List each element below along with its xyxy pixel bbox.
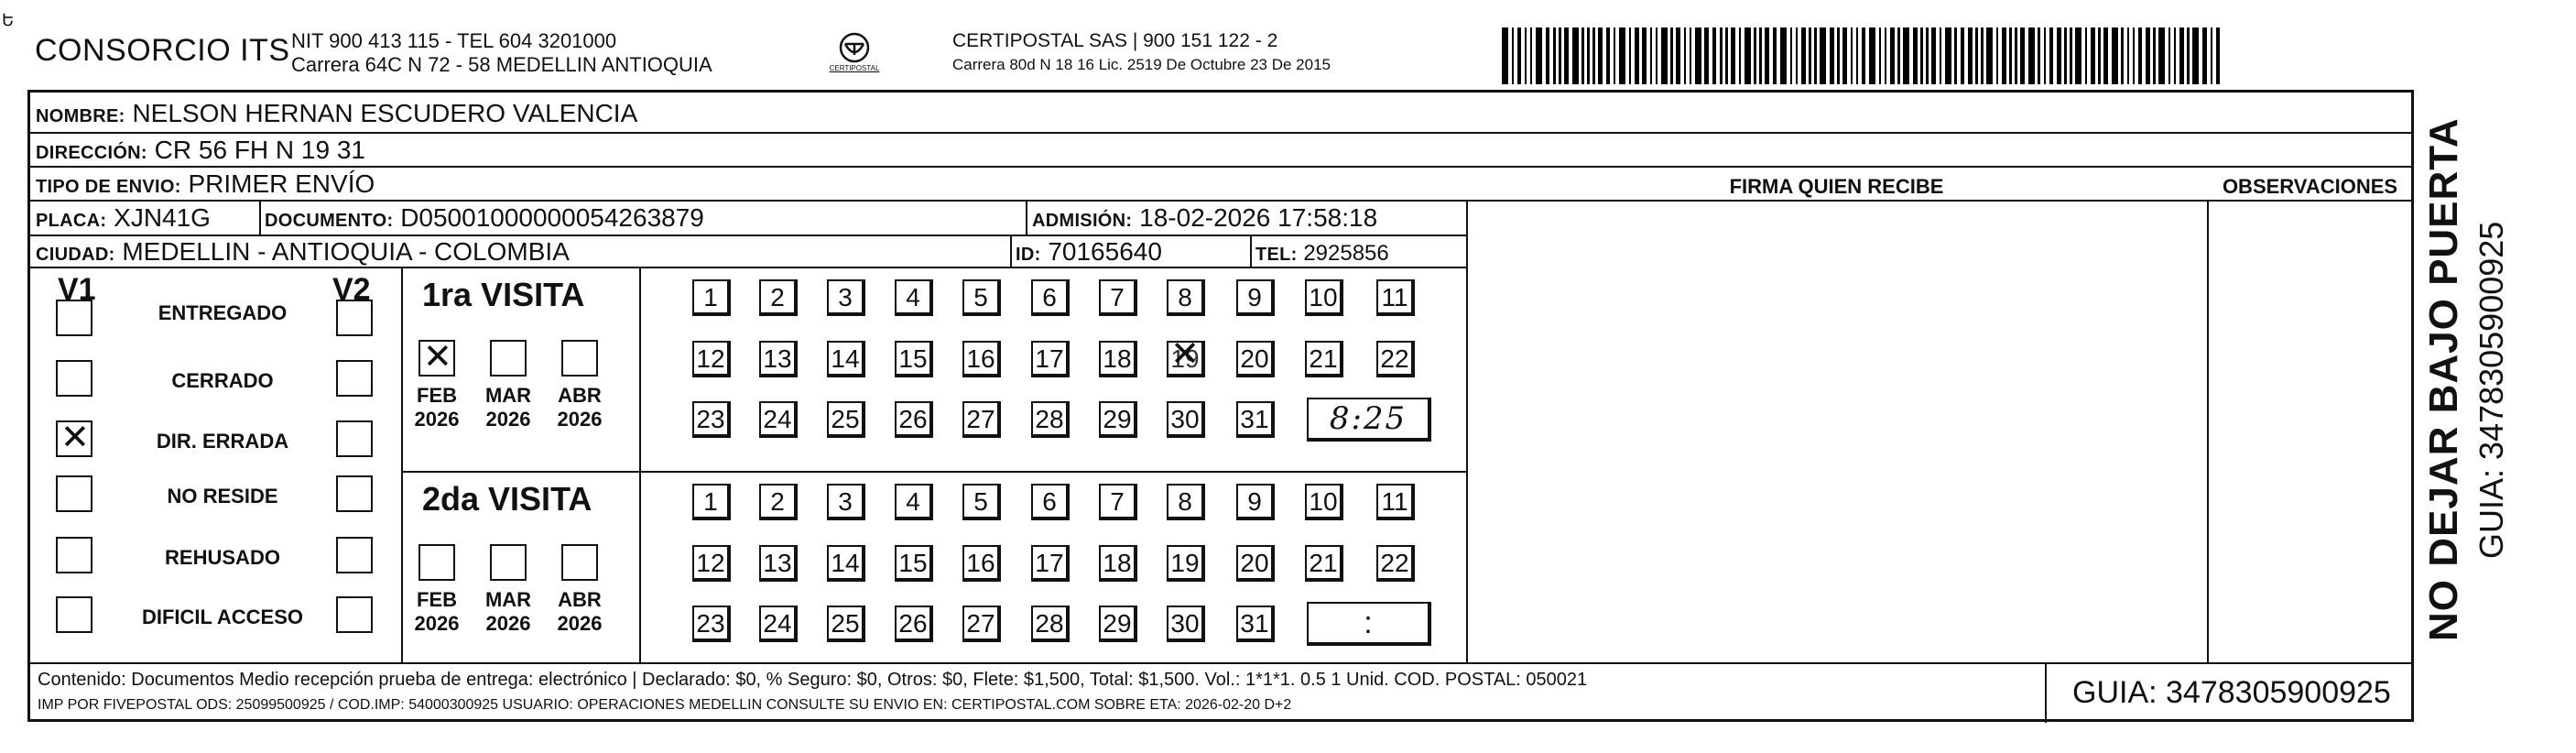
barcode-bar (2103, 27, 2108, 84)
tel-value: 2925856 (1303, 241, 1389, 266)
barcode-bar (2168, 27, 2170, 84)
barcode-bar (1765, 27, 1769, 84)
barcode-bar (2179, 27, 2184, 84)
day-box[interactable]: 15 (895, 341, 933, 377)
status-label: DIR. ERRADA (156, 430, 289, 453)
month-year: 2026 (414, 408, 460, 431)
barcode-bar (1809, 27, 1810, 84)
day-box[interactable]: 7 (1099, 279, 1137, 316)
ciudad-label: CIUDAD: (36, 245, 115, 265)
barcode-bar (2158, 27, 2165, 84)
barcode-bar (1592, 27, 1594, 84)
day-box[interactable]: 11 (1376, 484, 1415, 520)
barcode-bar (1635, 27, 1639, 84)
day-box[interactable]: 29 (1099, 606, 1137, 642)
day-box[interactable]: 13 (759, 341, 798, 377)
day-box[interactable]: 19 ✕ (1167, 341, 1205, 377)
v1-checkbox[interactable] (56, 537, 92, 573)
courier-line: CERTIPOSTAL SAS | 900 151 122 - 2 (952, 30, 1278, 51)
barcode-bar (1986, 27, 1993, 84)
barcode-bar (1695, 27, 1701, 84)
status-label: NO RESIDE (167, 485, 278, 507)
barcode-bar (1869, 27, 1875, 84)
day-box[interactable]: 3 (827, 279, 865, 316)
barcode-bar (1546, 27, 1550, 84)
barcode-bar (1606, 27, 1611, 84)
barcode-bar (1690, 27, 1691, 84)
month-year: 2026 (485, 408, 531, 431)
barcode-bar (1790, 27, 1792, 84)
barcode-bar (1862, 27, 1866, 84)
documento-value: D05001000000054263879 (400, 203, 704, 232)
tel-row (1255, 239, 1389, 269)
day-box[interactable]: 20 (1236, 545, 1275, 582)
month-year: 2026 (414, 612, 460, 635)
direccion-row (36, 136, 365, 168)
day-box[interactable]: 23 (692, 606, 731, 642)
barcode-bar (1530, 27, 1532, 84)
barcode-bar (1981, 27, 1983, 84)
v2-checkbox[interactable] (336, 537, 373, 573)
v1-checkbox[interactable] (56, 300, 92, 336)
barcode-bar (2121, 27, 2123, 84)
edge-mark: Ե (2, 11, 15, 29)
day-box[interactable]: 16 (962, 341, 1001, 377)
barcode-bar (2098, 27, 2100, 84)
admision-value: 18-02-2026 17:58:18 (1139, 203, 1378, 232)
day-box[interactable]: 18 (1099, 341, 1137, 377)
guia-number: GUIA: 3478305900925 (2072, 675, 2391, 710)
barcode-bar (1512, 27, 1514, 84)
barcode-bar (1754, 27, 1755, 84)
barcode-bar (2127, 27, 2129, 84)
barcode-bar (2192, 27, 2199, 84)
v2-header: V2 (332, 272, 371, 307)
day-box[interactable]: 12 (692, 341, 731, 377)
barcode-bar (2091, 27, 2095, 84)
visit-title: 1ra VISITA (422, 276, 585, 313)
day-box[interactable]: 31 (1236, 606, 1275, 642)
day-box[interactable]: 8 (1167, 279, 1205, 316)
barcode-bar (1670, 27, 1672, 84)
barcode-bar (2049, 27, 2054, 84)
barcode-bar (1712, 27, 1717, 84)
direccion-label: DIRECCIÓN: (36, 143, 147, 163)
barcode-bar (2020, 27, 2025, 84)
month-name: ABR (558, 384, 602, 407)
month-name: FEB (417, 384, 457, 407)
barcode-bar (2133, 27, 2135, 84)
day-box[interactable]: 26 (895, 606, 933, 642)
certipostal-logo (813, 31, 896, 82)
day-box[interactable]: 6 (1031, 484, 1070, 520)
barcode-bar (1739, 27, 1741, 84)
day-box[interactable]: 30 (1167, 401, 1205, 438)
day-box[interactable]: 22 (1376, 545, 1415, 582)
direccion-value: CR 56 FH N 19 31 (154, 136, 365, 164)
nombre-value: NELSON HERNAN ESCUDERO VALENCIA (132, 99, 638, 127)
barcode-bar (1842, 27, 1847, 84)
month-year: 2026 (557, 612, 603, 635)
barcode-bar (1945, 27, 1951, 84)
day-box[interactable]: 2 (759, 484, 798, 520)
day-box[interactable]: 4 (895, 279, 933, 316)
barcode-bar (1629, 27, 1631, 84)
month-checkbox[interactable] (418, 544, 455, 581)
barcode-bar (1961, 27, 1965, 84)
tipo-label: TIPO DE ENVIO: (36, 177, 181, 197)
month-label (409, 588, 464, 636)
company-name: CONSORCIO ITS (35, 33, 290, 68)
month-label (481, 384, 536, 431)
month-name: ABR (558, 588, 602, 611)
barcode-bar (1940, 27, 1941, 84)
day-box[interactable]: 3 (827, 484, 865, 520)
barcode-bar (1773, 27, 1777, 84)
barcode-bar (1572, 27, 1579, 84)
day-box[interactable]: 21 (1305, 341, 1343, 377)
day-box[interactable]: 28 (1031, 401, 1070, 438)
placa-value: XJN41G (114, 203, 211, 232)
barcode-bar (1614, 27, 1615, 84)
barcode-bar (1581, 27, 1583, 84)
barcode-bar (1920, 27, 1922, 84)
month-name: MAR (484, 588, 532, 611)
barcode-bar (1837, 27, 1839, 84)
month-checkbox[interactable] (561, 340, 598, 376)
id-label: ID: (1016, 245, 1041, 265)
month-checkbox[interactable] (561, 544, 598, 581)
day-box[interactable]: 9 (1236, 484, 1275, 520)
day-box[interactable]: 21 (1305, 545, 1343, 582)
day-box[interactable]: 28 (1031, 606, 1070, 642)
barcode-bar (2015, 27, 2016, 84)
barcode-bar (2002, 27, 2006, 84)
day-box[interactable]: 6 (1031, 279, 1070, 316)
admision-row (1032, 203, 1377, 235)
time-box[interactable]: 8:25 (1307, 398, 1431, 442)
barcode-bar (2187, 27, 2189, 84)
barcode-bar (1830, 27, 1834, 84)
day-box[interactable]: 1 (692, 279, 731, 316)
tipo-row (36, 169, 375, 202)
day-box[interactable]: 14 (827, 341, 865, 377)
visit-title: 2da VISITA (422, 480, 592, 518)
barcode-bar (1731, 27, 1735, 84)
barcode-bar (1517, 27, 1522, 84)
barcode-bar (1704, 27, 1709, 84)
v2-checkbox[interactable] (336, 360, 373, 397)
id-row (1016, 237, 1162, 269)
courier-address: Carrera 80d N 18 16 Lic. 2519 De Octubre 23 De 2015 (952, 56, 1331, 73)
month-checkbox[interactable] (490, 340, 527, 376)
time-box[interactable]: : (1307, 602, 1431, 646)
barcode-bar (1851, 27, 1853, 84)
month-label (409, 384, 464, 431)
barcode-bar (1650, 27, 1652, 84)
month-name: MAR (484, 384, 532, 407)
barcode-bar (1553, 27, 1555, 84)
barcode-bar (2211, 27, 2212, 84)
tel-label: TEL: (1255, 245, 1298, 265)
day-box[interactable]: 19 (1167, 545, 1205, 582)
barcode-bar (1801, 27, 1806, 84)
admision-label: ADMISIÓN: (1032, 211, 1133, 231)
barcode-bar (1954, 27, 1956, 84)
day-box[interactable]: 24 (759, 401, 798, 438)
barcode-bar (2064, 27, 2066, 84)
day-box[interactable]: 13 (759, 545, 798, 582)
logo-text: CERTIPOSTAL (829, 64, 880, 72)
barcode-bar (1780, 27, 1787, 84)
no-dejar-warning: NO DEJAR BAJO PUERTA (2421, 117, 2466, 641)
barcode-bar (1759, 27, 1761, 84)
barcode-bar (1587, 27, 1589, 84)
month-checkbox[interactable] (490, 544, 527, 581)
side-guia: GUIA: 3478305900925 (2473, 221, 2510, 559)
day-box[interactable]: 7 (1099, 484, 1137, 520)
barcode-bar (2028, 27, 2035, 84)
barcode-bar (1897, 27, 1899, 84)
barcode-bar (1559, 27, 1560, 84)
placa-row (36, 203, 211, 235)
day-box[interactable]: 22 (1376, 341, 1415, 377)
observaciones-header: OBSERVACIONES (2222, 175, 2398, 198)
barcode-bar (2085, 27, 2087, 84)
barcode-bar (1885, 27, 1886, 84)
day-box[interactable]: 11 (1376, 279, 1415, 316)
day-box[interactable]: 18 (1099, 545, 1137, 582)
day-box[interactable]: 9 (1236, 279, 1275, 316)
barcode-bar (1642, 27, 1647, 84)
company-address: Carrera 64C N 72 - 58 MEDELLIN ANTIOQUIA (291, 53, 712, 76)
placa-label: PLACA: (36, 211, 107, 231)
ciudad-value: MEDELLIN - ANTIOQUIA - COLOMBIA (122, 237, 570, 266)
barcode-bar (2216, 27, 2221, 84)
barcode-bar (1525, 27, 1527, 84)
barcode-bar (1684, 27, 1686, 84)
day-box[interactable]: 5 (962, 484, 1001, 520)
tipo-value: PRIMER ENVÍO (188, 169, 375, 198)
day-box[interactable]: 15 (895, 545, 933, 582)
barcode-bar (1720, 27, 1722, 84)
company-info (291, 29, 712, 77)
barcode-bar (1502, 27, 1508, 84)
barcode-bar (1996, 27, 1998, 84)
barcode-bar (2146, 27, 2150, 84)
day-box[interactable]: 12 (692, 545, 731, 582)
day-box[interactable]: 31 (1236, 401, 1275, 438)
v1-checkbox[interactable] (56, 475, 92, 512)
barcode-bar (1564, 27, 1569, 84)
month-label (552, 384, 607, 431)
barcode-bar (2138, 27, 2143, 84)
barcode-bar (1856, 27, 1858, 84)
barcode-bar (2174, 27, 2176, 84)
barcode-bar (2038, 27, 2039, 84)
v1-checkbox[interactable] (56, 360, 92, 397)
barcode-bar (1598, 27, 1603, 84)
barcode-bar (1796, 27, 1798, 84)
day-box[interactable]: 2 (759, 279, 798, 316)
month-year: 2026 (485, 612, 531, 635)
v1-header: V1 (58, 272, 96, 307)
month-name: FEB (417, 588, 457, 611)
status-label: ENTREGADO (158, 301, 288, 324)
logo-icon (836, 31, 873, 64)
barcode-bar (1890, 27, 1895, 84)
v2-checkbox[interactable] (336, 596, 373, 633)
day-box[interactable]: 5 (962, 279, 1001, 316)
barcode-bar (1536, 27, 1542, 84)
day-box[interactable]: 25 (827, 401, 865, 438)
documento-label: DOCUMENTO: (265, 211, 394, 231)
day-box[interactable]: 29 (1099, 401, 1137, 438)
v2-checkbox[interactable] (336, 300, 373, 336)
nombre-row (36, 99, 637, 131)
barcode-bar (2044, 27, 2046, 84)
day-box[interactable]: 17 (1031, 545, 1070, 582)
barcode-bar (2112, 27, 2118, 84)
status-label: REHUSADO (165, 546, 280, 569)
imp-text: IMP POR FIVEPOSTAL ODS: 25099500925 / COD.IMP: 54000300925 USUARIO: OPERACIONES MEDELLIN CONSULTE SU ENVIO EN: CERTIPOSTAL.COM SOBRE ETA: 2026-02-20 D+2 (38, 697, 1292, 713)
day-box[interactable]: 16 (962, 545, 1001, 582)
barcode-bar (1656, 27, 1658, 84)
day-box[interactable]: 23 (692, 401, 731, 438)
barcode-bar (1913, 27, 1918, 84)
day-box[interactable]: 4 (895, 484, 933, 520)
nit-line: NIT 900 413 115 - TEL 604 3201000 (291, 29, 617, 52)
barcode-bar (1619, 27, 1625, 84)
v2-checkbox[interactable] (336, 475, 373, 512)
barcode-bar (1926, 27, 1928, 84)
id-value: 70165640 (1048, 237, 1162, 266)
barcode-bar (1820, 27, 1826, 84)
month-label (552, 588, 607, 636)
barcode (1502, 27, 2225, 84)
month-checkbox[interactable] (418, 340, 455, 376)
day-box[interactable]: 25 (827, 606, 865, 642)
day-box[interactable]: 26 (895, 401, 933, 438)
barcode-bar (1814, 27, 1816, 84)
barcode-bar (1661, 27, 1668, 84)
barcode-bar (2153, 27, 2155, 84)
barcode-bar (2202, 27, 2207, 84)
documento-row (265, 203, 704, 235)
month-label (481, 588, 536, 636)
nombre-label: NOMBRE: (36, 106, 125, 126)
barcode-bar (2070, 27, 2071, 84)
barcode-bar (2057, 27, 2061, 84)
day-box[interactable]: 30 (1167, 606, 1205, 642)
contenido-text: Contenido: Documentos Medio recepción prueba de entrega: electrónico | Declarado: $0, % Seguro: $0, Otros: $0, Flete: $1,500, Total: $1,500. Vol.: 1*1*1. 0.5 1 Unid. COD. POSTAL: 050021 (38, 670, 1588, 690)
day-box[interactable]: 10 (1305, 484, 1343, 520)
day-box[interactable]: 1 (692, 484, 731, 520)
day-box[interactable]: 10 (1305, 279, 1343, 316)
day-box[interactable]: 20 (1236, 341, 1275, 377)
courier-info (952, 29, 1331, 77)
barcode-bar (1968, 27, 1973, 84)
barcode-bar (1975, 27, 1977, 84)
day-box[interactable]: 24 (759, 606, 798, 642)
barcode-bar (1879, 27, 1881, 84)
firma-header: FIRMA QUIEN RECIBE (1729, 175, 1944, 198)
barcode-bar (1676, 27, 1680, 84)
barcode-bar (2009, 27, 2011, 84)
barcode-bar (1745, 27, 1751, 84)
status-label: CERRADO (171, 369, 274, 392)
v1-checkbox[interactable] (56, 420, 92, 457)
status-label: DIFICIL ACCESO (141, 606, 303, 628)
shipping-label-frame (27, 90, 2414, 722)
day-box[interactable]: 27 (962, 606, 1001, 642)
barcode-bar (1931, 27, 1936, 84)
day-box[interactable]: 27 (962, 401, 1001, 438)
day-box[interactable]: 17 (1031, 341, 1070, 377)
day-box[interactable]: 8 (1167, 484, 1205, 520)
v1-checkbox[interactable] (56, 596, 92, 633)
ciudad-row (36, 237, 570, 269)
v2-checkbox[interactable] (336, 420, 373, 457)
barcode-bar (1903, 27, 1909, 84)
month-year: 2026 (557, 408, 603, 431)
day-box[interactable]: 14 (827, 545, 865, 582)
barcode-bar (2075, 27, 2081, 84)
barcode-bar (1725, 27, 1727, 84)
